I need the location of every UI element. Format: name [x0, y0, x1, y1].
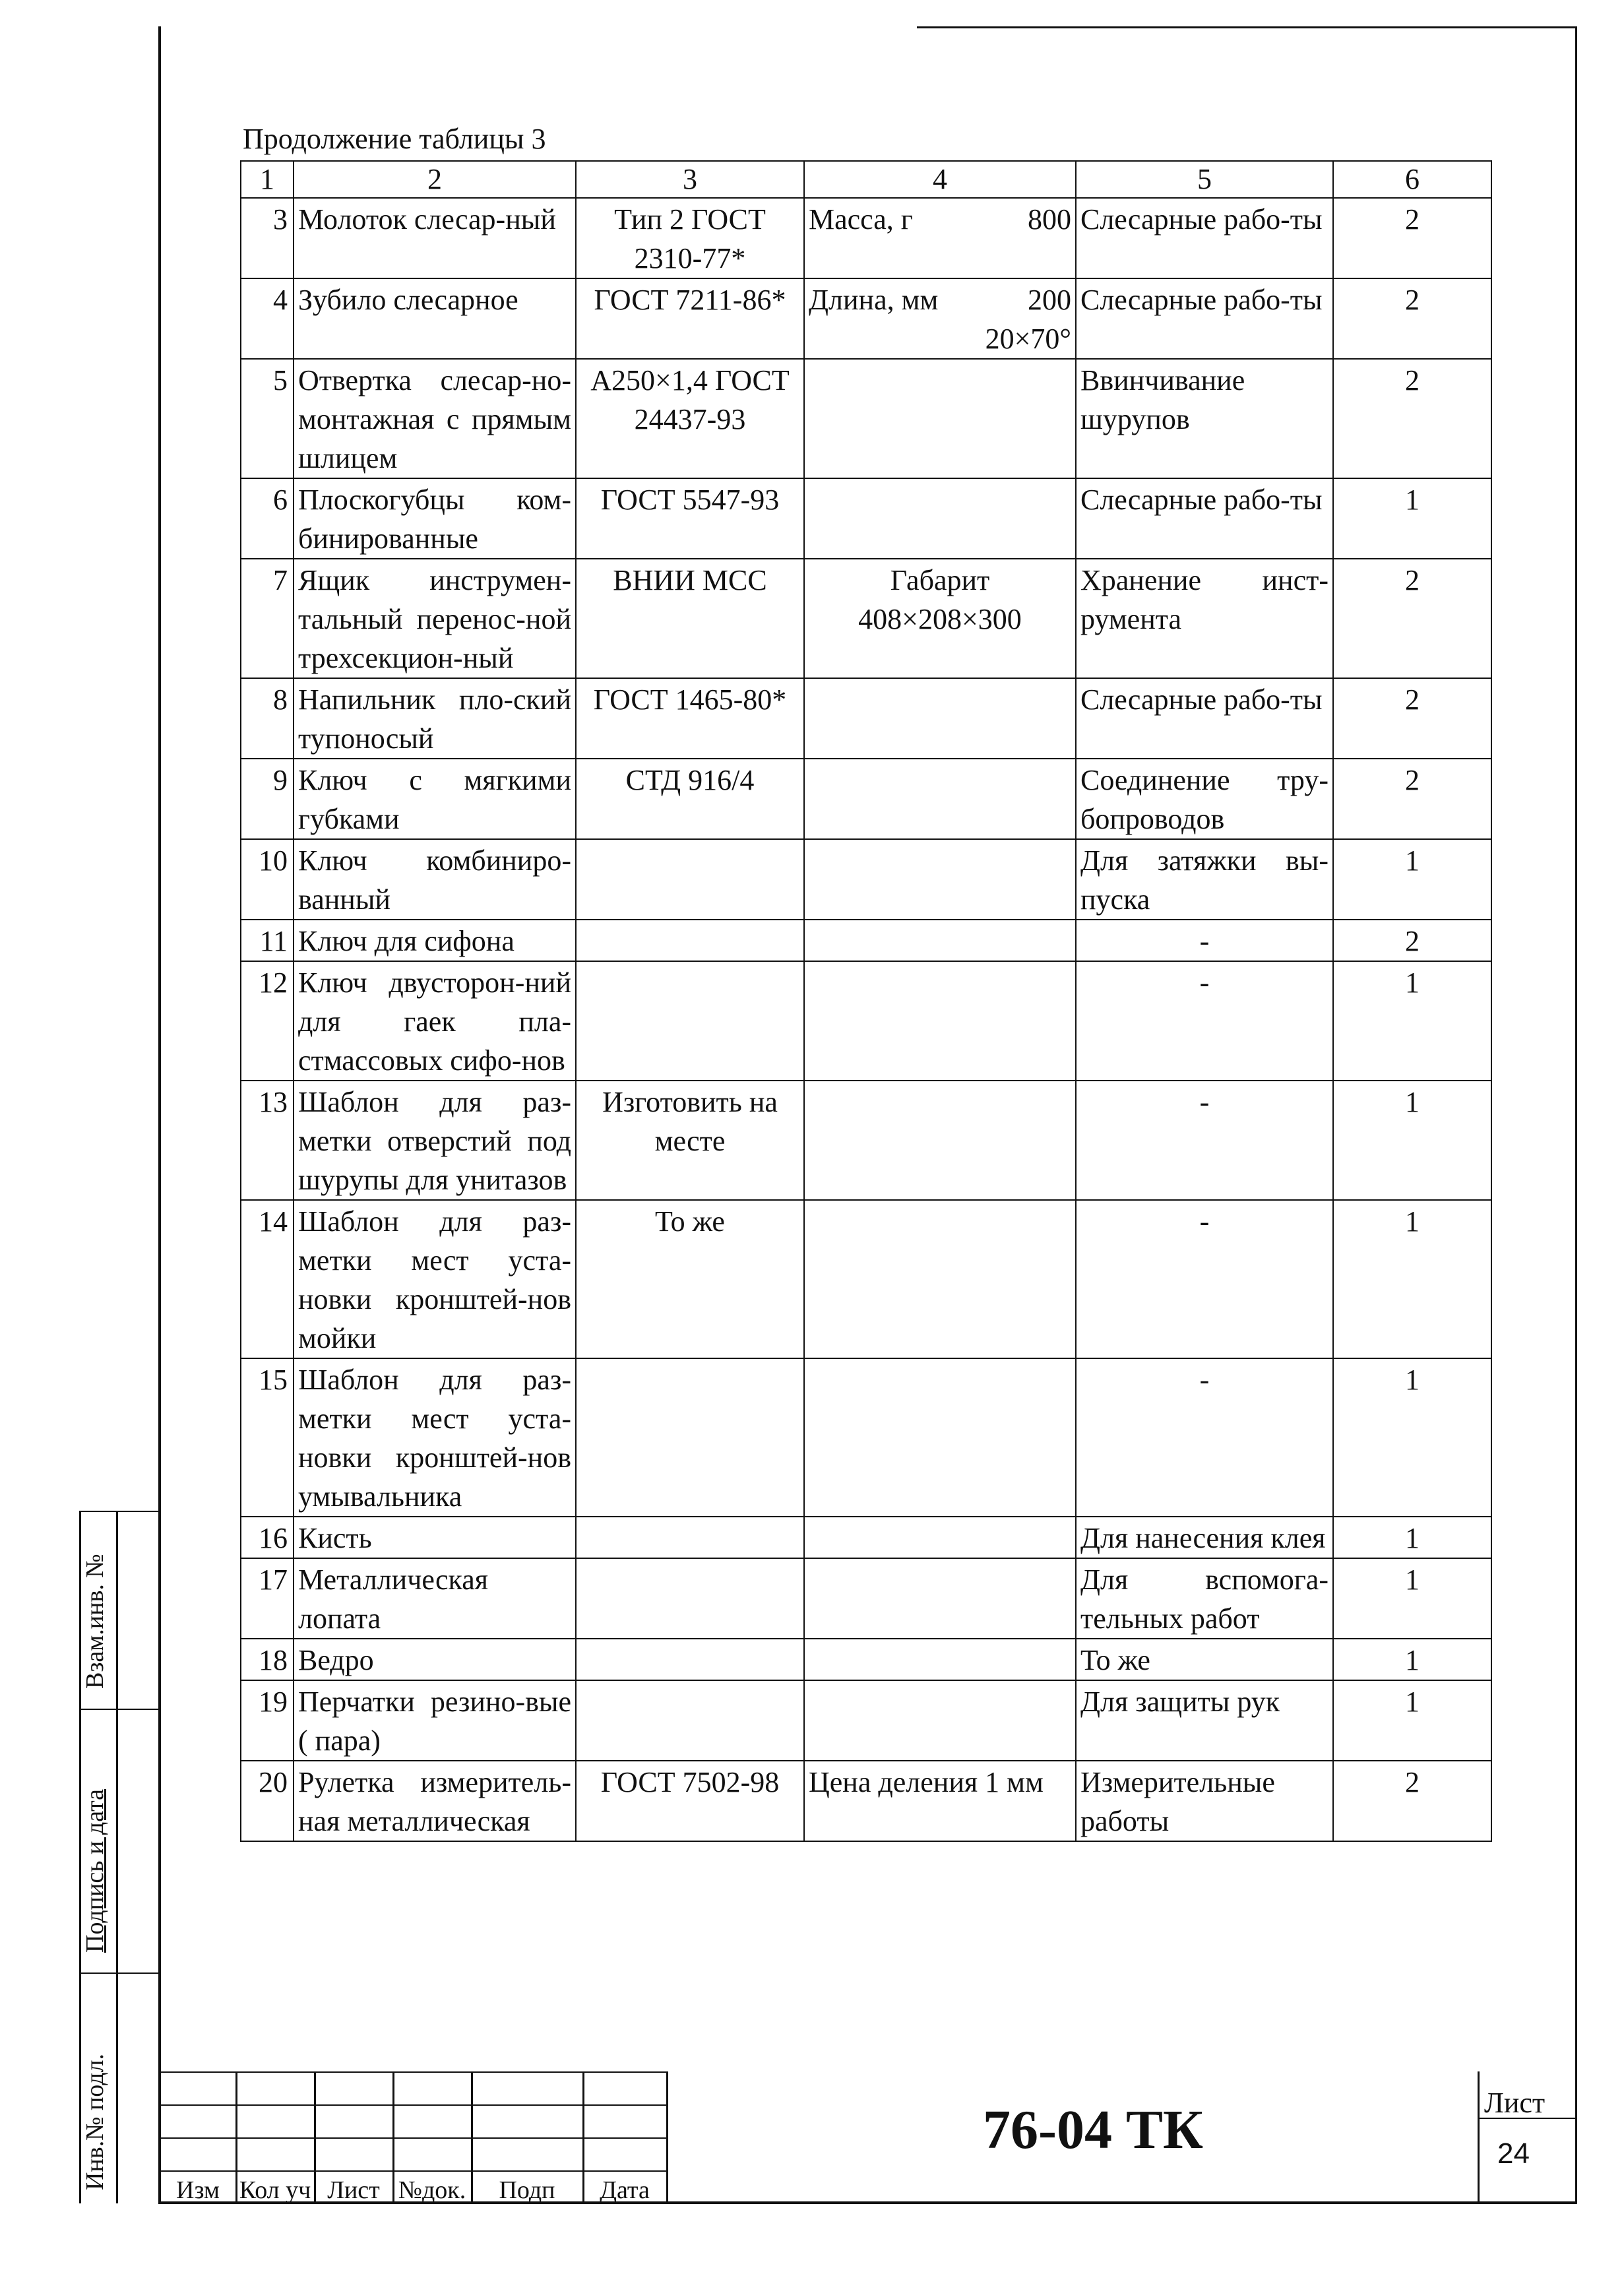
row-number-cell: 7 [241, 559, 294, 678]
tools-table-body [241, 161, 1491, 1841]
tb-line [158, 2071, 666, 2073]
quantity-cell: 1 [1333, 1081, 1491, 1200]
header-cell: 5 [1076, 161, 1333, 198]
purpose-cell: Для вспомога-тельных работ [1076, 1558, 1333, 1639]
header-cell: 4 [804, 161, 1076, 198]
purpose-cell: Слесарные рабо-ты [1076, 278, 1333, 359]
parameters-cell [804, 1761, 1076, 1841]
quantity-cell: 1 [1333, 961, 1491, 1081]
standard-cell: Тип 2 ГОСТ 2310-77* [576, 198, 804, 278]
standard-cell [576, 1558, 804, 1639]
quantity-cell: 1 [1333, 478, 1491, 559]
parameters-cell [804, 1358, 1076, 1517]
quantity-cell: 1 [1333, 839, 1491, 920]
parameter-value: 200 [1028, 284, 1071, 316]
row-number-cell: 18 [241, 1639, 294, 1680]
tool-name-cell: Ключ двусторон-ний для гаек пла-стмассовых сифо-нов [294, 961, 576, 1081]
row-number-cell: 20 [241, 1761, 294, 1841]
quantity-cell: 2 [1333, 1761, 1491, 1841]
table-row [241, 1200, 1491, 1358]
purpose-cell: Для затяжки вы-пуска [1076, 839, 1333, 920]
tool-name-cell: Ключ для сифона [294, 920, 576, 961]
quantity-cell: 2 [1333, 678, 1491, 759]
frame-right-border [1575, 26, 1577, 2203]
standard-cell: ГОСТ 1465-80* [576, 678, 804, 759]
purpose-cell: - [1076, 1200, 1333, 1358]
standard-cell [576, 1358, 804, 1517]
sheet-number: 24 [1497, 2137, 1530, 2170]
quantity-cell: 2 [1333, 559, 1491, 678]
header-cell: 2 [294, 161, 576, 198]
side-stamp-divider [116, 1511, 118, 2203]
standard-cell: СТД 916/4 [576, 759, 804, 839]
standard-cell: ВНИИ МСС [576, 559, 804, 678]
parameters-cell [804, 1517, 1076, 1558]
quantity-cell: 2 [1333, 198, 1491, 278]
parameters-cell [804, 759, 1076, 839]
parameter-label: Масса, г [809, 203, 913, 236]
row-number-cell: 13 [241, 1081, 294, 1200]
parameters-cell [804, 1200, 1076, 1358]
tb-ndok-label: №док. [398, 2176, 466, 2204]
standard-cell [576, 920, 804, 961]
row-number-cell: 9 [241, 759, 294, 839]
tb-line [158, 2137, 666, 2139]
row-number-cell: 3 [241, 198, 294, 278]
tb-line [1478, 2071, 1480, 2203]
quantity-cell: 1 [1333, 1639, 1491, 1680]
table-header-row [241, 161, 1491, 198]
purpose-cell: - [1076, 920, 1333, 961]
row-number-cell: 11 [241, 920, 294, 961]
table-row [241, 559, 1491, 678]
table-row [241, 198, 1491, 278]
tb-izm-label: Изм [176, 2176, 220, 2204]
header-cell: 3 [576, 161, 804, 198]
parameters-cell [804, 961, 1076, 1081]
tool-name-cell: Шаблон для раз-метки отверстий под шурупы для унитазов [294, 1081, 576, 1200]
purpose-cell: Слесарные рабо-ты [1076, 478, 1333, 559]
table-row [241, 961, 1491, 1081]
table-row [241, 759, 1491, 839]
podpis-data-label: Подпись и дата [81, 1788, 109, 1953]
purpose-cell: Измерительные работы [1076, 1761, 1333, 1841]
purpose-cell: - [1076, 1081, 1333, 1200]
parameters-cell [804, 359, 1076, 478]
table-row [241, 1358, 1491, 1517]
parameters-cell [804, 839, 1076, 920]
standard-cell: ГОСТ 7211-86* [576, 278, 804, 359]
standard-cell: ГОСТ 5547-93 [576, 478, 804, 559]
table-caption: Продолжение таблицы 3 [243, 123, 546, 155]
parameters-cell [804, 278, 1076, 359]
parameter-label: Цена деления 1 мм [809, 1766, 1044, 1798]
standard-cell [576, 839, 804, 920]
standard-cell: А250×1,4 ГОСТ 24437-93 [576, 359, 804, 478]
tb-line [666, 2071, 668, 2203]
purpose-cell: - [1076, 961, 1333, 1081]
row-number-cell: 8 [241, 678, 294, 759]
purpose-cell: Для защиты рук [1076, 1680, 1333, 1761]
purpose-cell: Слесарные рабо-ты [1076, 678, 1333, 759]
table-row [241, 359, 1491, 478]
parameters-cell [804, 920, 1076, 961]
tb-list-label: Лист [327, 2176, 380, 2204]
frame-top-border [917, 26, 1577, 28]
tool-name-cell: Металлическая лопата [294, 1558, 576, 1639]
parameter-line [809, 280, 1071, 319]
table-row [241, 678, 1491, 759]
parameters-cell [804, 1558, 1076, 1639]
standard-cell: Изготовить на месте [576, 1081, 804, 1200]
tools-table [240, 160, 1492, 1842]
table-row [241, 1517, 1491, 1558]
table-row [241, 1639, 1491, 1680]
row-number-cell: 12 [241, 961, 294, 1081]
tool-name-cell: Шаблон для раз-метки мест уста-новки кронштей-нов мойки [294, 1200, 576, 1358]
header-cell: 6 [1333, 161, 1491, 198]
purpose-cell: - [1076, 1358, 1333, 1517]
parameter-line [809, 200, 1071, 239]
vzam-inv-label: Взам.инв. № [81, 1554, 109, 1689]
sheet-label: Лист [1484, 2087, 1546, 2119]
frame-left-border [158, 26, 161, 2203]
standard-cell [576, 1639, 804, 1680]
parameter-value: 800 [1028, 203, 1071, 236]
parameter-line [809, 1763, 1071, 1802]
tool-name-cell: Шаблон для раз-метки мест уста-новки кронштей-нов умывальника [294, 1358, 576, 1517]
parameters-cell [804, 1639, 1076, 1680]
tool-name-cell: Перчатки резино-вые ( пара) [294, 1680, 576, 1761]
title-block [158, 2071, 1577, 2203]
quantity-cell: 2 [1333, 759, 1491, 839]
tool-name-cell: Ключ комбиниро-ванный [294, 839, 576, 920]
quantity-cell: 2 [1333, 359, 1491, 478]
parameter-value: 408×208×300 [858, 603, 1022, 635]
quantity-cell: 2 [1333, 278, 1491, 359]
table-row [241, 1680, 1491, 1761]
tool-name-cell: Ключ с мягкими губками [294, 759, 576, 839]
parameters-cell [804, 559, 1076, 678]
parameter-label: Габарит [890, 564, 990, 596]
row-number-cell: 17 [241, 1558, 294, 1639]
parameters-cell [804, 198, 1076, 278]
quantity-cell: 1 [1333, 1358, 1491, 1517]
parameters-cell [804, 1081, 1076, 1200]
table-row [241, 920, 1491, 961]
row-number-cell: 4 [241, 278, 294, 359]
purpose-cell: Слесарные рабо-ты [1076, 198, 1333, 278]
row-number-cell: 6 [241, 478, 294, 559]
tb-podp-label: Подп [499, 2176, 555, 2204]
table-row [241, 1761, 1491, 1841]
table-row [241, 839, 1491, 920]
row-number-cell: 14 [241, 1200, 294, 1358]
tool-name-cell: Ящик инструмен-тальный перенос-ной трехсекцион-ный [294, 559, 576, 678]
parameter-label: Длина, мм [809, 284, 939, 316]
side-stamp-sep-1 [79, 1709, 161, 1710]
quantity-cell: 1 [1333, 1200, 1491, 1358]
standard-cell [576, 1680, 804, 1761]
table-row [241, 1081, 1491, 1200]
tool-name-cell: Рулетка измеритель-ная металлическая [294, 1761, 576, 1841]
quantity-cell: 1 [1333, 1680, 1491, 1761]
parameters-cell [804, 678, 1076, 759]
tb-line [158, 2071, 160, 2203]
tool-name-cell: Молоток слесар-ный [294, 198, 576, 278]
parameters-cell [804, 478, 1076, 559]
row-number-cell: 15 [241, 1358, 294, 1517]
parameters-cell [804, 1680, 1076, 1761]
row-number-cell: 5 [241, 359, 294, 478]
quantity-cell: 1 [1333, 1517, 1491, 1558]
table-row [241, 1558, 1491, 1639]
tb-line [158, 2104, 666, 2106]
standard-cell [576, 1517, 804, 1558]
row-number-cell: 19 [241, 1680, 294, 1761]
tool-name-cell: Напильник пло-ский тупоносый [294, 678, 576, 759]
parameter-extra: 20×70° [985, 323, 1071, 355]
side-stamp-top [79, 1511, 161, 1512]
table-row [241, 478, 1491, 559]
tool-name-cell: Зубило слесарное [294, 278, 576, 359]
standard-cell [576, 961, 804, 1081]
purpose-cell: То же [1076, 1639, 1333, 1680]
purpose-cell: Ввинчивание шурупов [1076, 359, 1333, 478]
purpose-cell: Соединение тру-бопроводов [1076, 759, 1333, 839]
tb-kol-uch-label: Кол уч [239, 2176, 311, 2204]
tool-name-cell: Плоскогубцы ком-бинированные [294, 478, 576, 559]
row-number-cell: 16 [241, 1517, 294, 1558]
standard-cell: ГОСТ 7502-98 [576, 1761, 804, 1841]
quantity-cell: 2 [1333, 920, 1491, 961]
tool-name-cell: Отвертка слесар-но-монтажная с прямым шлицем [294, 359, 576, 478]
quantity-cell: 1 [1333, 1558, 1491, 1639]
purpose-cell: Для нанесения клея [1076, 1517, 1333, 1558]
tool-name-cell: Ведро [294, 1639, 576, 1680]
document-code: 76-04 ТК [983, 2099, 1203, 2161]
row-number-cell: 10 [241, 839, 294, 920]
header-cell: 1 [241, 161, 294, 198]
side-stamp-sep-2 [79, 1972, 161, 1974]
purpose-cell: Хранение инст-румента [1076, 559, 1333, 678]
table-row [241, 278, 1491, 359]
standard-cell: То же [576, 1200, 804, 1358]
tb-line [158, 2170, 666, 2172]
inv-podl-label: Инв.№ подл. [81, 2053, 109, 2190]
tb-data-label: Дата [600, 2176, 650, 2204]
tool-name-cell: Кисть [294, 1517, 576, 1558]
